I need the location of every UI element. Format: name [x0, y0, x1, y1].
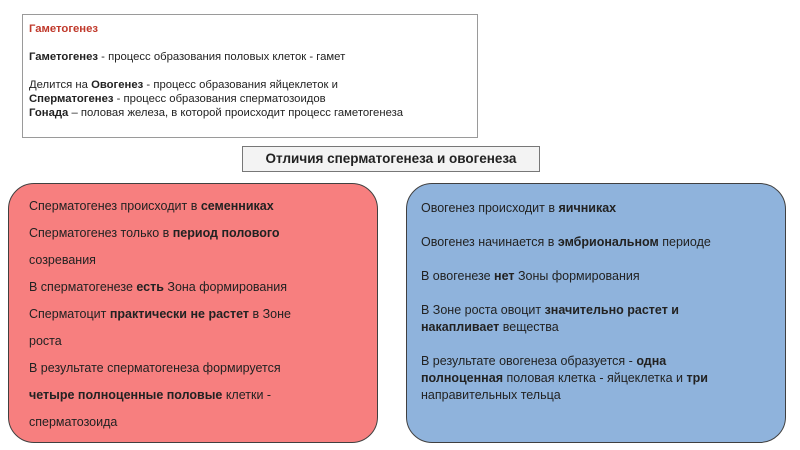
bold-text: накапливает — [421, 320, 500, 334]
term: Овогенез — [91, 79, 144, 91]
list-item — [421, 234, 775, 251]
comparison-title: Отличия сперматогенеза и овогенеза — [242, 146, 540, 172]
text: Зоны формирования — [514, 269, 640, 283]
gametogenesis-definition — [29, 50, 471, 64]
text: – половая железа, в которой происходит процесс гаметогенеза — [68, 107, 404, 119]
term: Гаметогенез — [29, 51, 99, 63]
bold-text: полноценная — [421, 371, 503, 385]
text: - процесс образования яйцеклеток и — [143, 79, 338, 91]
list-item: В результате сперматогенеза формируется — [29, 361, 281, 375]
text: Зона формирования — [163, 280, 287, 294]
text: половая клетка - яйцеклетка и — [502, 371, 687, 385]
definition-title: Гаметогенез — [29, 23, 99, 35]
bold-text: яичниках — [558, 201, 617, 215]
bold-text: одна — [636, 354, 667, 368]
text: Сперматогенез происходит в — [29, 199, 201, 213]
oogenesis-panel — [406, 183, 786, 443]
text: Делится на — [29, 79, 92, 91]
gonad-definition — [29, 106, 471, 120]
list-item: созревания — [29, 253, 96, 267]
list-item — [29, 382, 363, 409]
text: Сперматогенез только в — [29, 226, 173, 240]
bold-text: значительно растет и — [544, 303, 679, 317]
list-item — [421, 268, 775, 285]
text: - процесс образования сперматозоидов — [113, 93, 326, 105]
list-item — [421, 370, 775, 387]
bold-text: три — [686, 371, 708, 385]
bold-text: семенниках — [200, 199, 274, 213]
text: вещества — [499, 320, 559, 334]
list-item — [421, 353, 775, 370]
list-item: роста — [29, 334, 62, 348]
text: В Зоне роста овоцит — [421, 303, 545, 317]
list-item: сперматозоида — [29, 415, 118, 429]
text: Овогенез происходит в — [421, 201, 559, 215]
spermatogenesis-definition — [29, 92, 471, 106]
text: В овогенезе — [421, 269, 495, 283]
list-item — [29, 274, 363, 301]
bold-text: четыре полноценные половые — [29, 388, 223, 402]
bold-text: практически не растет — [109, 307, 250, 321]
text: В сперматогенезе — [29, 280, 137, 294]
bold-text: эмбриональном — [557, 235, 659, 249]
text: В результате овогенеза образуется - — [421, 354, 637, 368]
term: Гонада — [29, 107, 69, 119]
text: Сперматоцит — [29, 307, 110, 321]
list-item — [29, 301, 363, 328]
oogenesis-definition — [29, 78, 471, 92]
bold-text: период полового — [172, 226, 280, 240]
term: Сперматогенез — [29, 93, 114, 105]
spermatogenesis-panel — [8, 183, 378, 443]
text: клетки - — [222, 388, 272, 402]
bold-text: нет — [494, 269, 515, 283]
list-item — [421, 200, 775, 217]
list-item — [421, 302, 775, 319]
text: в Зоне — [249, 307, 291, 321]
list-item — [421, 319, 775, 336]
list-item — [29, 220, 363, 247]
bold-text: есть — [136, 280, 164, 294]
list-item: направительных тельца — [421, 388, 561, 402]
text: периоде — [658, 235, 711, 249]
text: Овогенез начинается в — [421, 235, 558, 249]
list-item — [29, 193, 363, 220]
text: - процесс образования половых клеток - гамет — [98, 51, 346, 63]
definition-box — [22, 14, 478, 138]
